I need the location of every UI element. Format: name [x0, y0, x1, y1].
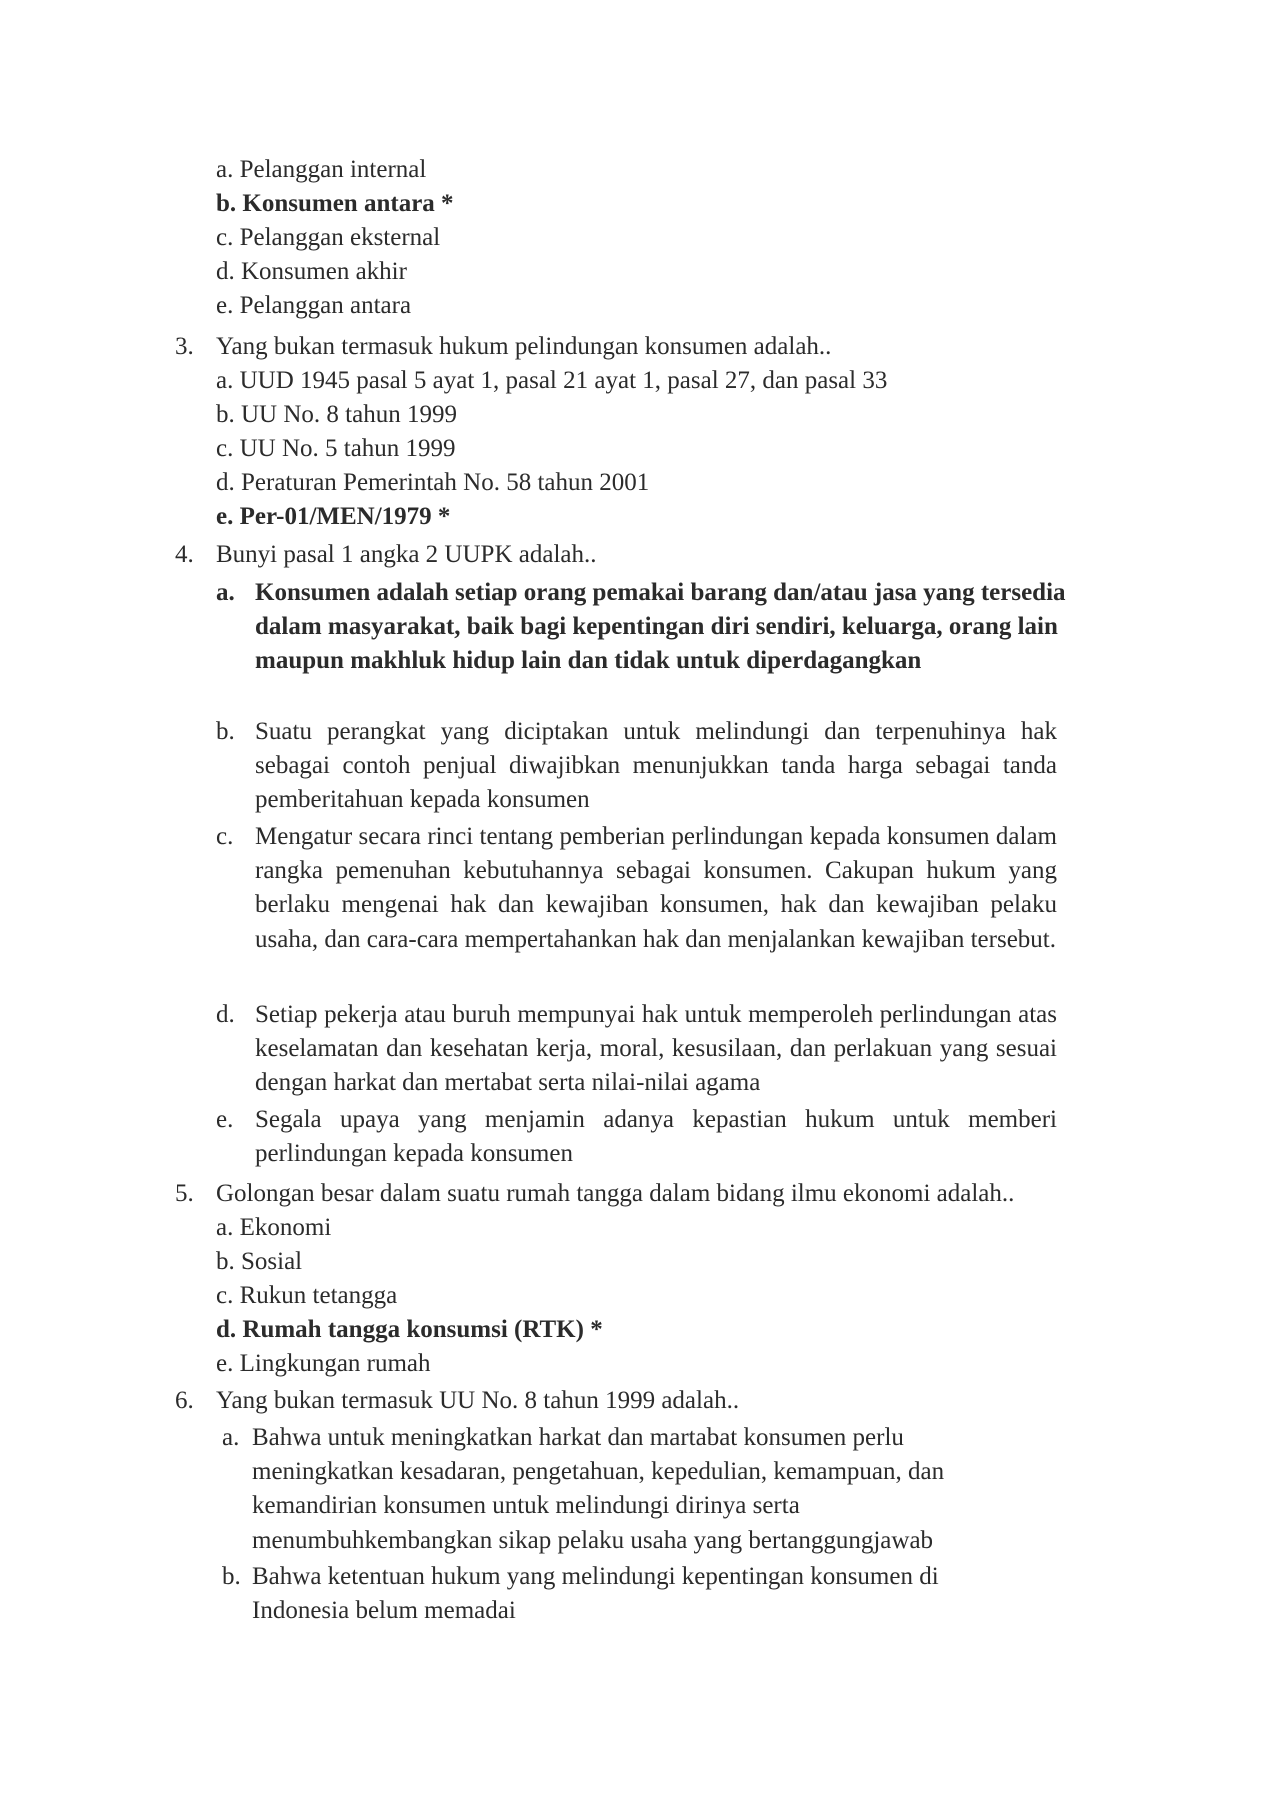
option-2a: a. Pelanggan internal	[216, 156, 427, 183]
option-5e: e. Lingkungan rumah	[216, 1350, 431, 1377]
option-4a-correct: Konsumen adalah setiap orang pemakai barang dan/atau jasa yang tersedia dalam masyarakat, baik bagi kepentingan diri sendiri, keluarga, orang lain maupun makhluk hidup lain dan tidak untuk diperdagangkan	[255, 579, 1066, 675]
option-3e-correct: e. Per-01/MEN/1979 *	[216, 503, 451, 530]
option-2c: c. Pelanggan eksternal	[216, 224, 441, 251]
option-letter: d.	[216, 1001, 235, 1028]
option-letter: b.	[216, 718, 235, 745]
option-letter: a.	[216, 579, 235, 606]
question-number: 4.	[175, 541, 194, 568]
option-letter: a.	[222, 1424, 240, 1451]
option-4d: Setiap pekerja atau buruh mempunyai hak untuk memperoleh perlindungan atas keselamatan dan kesehatan kerja, moral, kesusilaan, dan perlakuan yang sesuai dengan harkat dan mertabat serta nilai-nilai agama	[255, 1001, 1057, 1097]
option-5a: a. Ekonomi	[216, 1214, 332, 1241]
option-3c: c. UU No. 5 tahun 1999	[216, 435, 456, 462]
question-text: Yang bukan termasuk UU No. 8 tahun 1999 adalah..	[216, 1387, 740, 1414]
option-6a: Bahwa untuk meningkatkan harkat dan martabat konsumen perlu meningkatkan kesadaran, pengetahuan, kepedulian, kemampuan, dan kemandirian konsumen untuk melindungi dirinya serta menumbuhkembangkan sikap pelaku usaha yang bertanggungjawab	[252, 1424, 945, 1554]
option-4e: Segala upaya yang menjamin adanya kepastian hukum untuk memberi perlindungan kepada konsumen	[255, 1106, 1057, 1168]
option-6b: Bahwa ketentuan hukum yang melindungi kepentingan konsumen di Indonesia belum memadai	[252, 1563, 939, 1625]
option-letter: e.	[216, 1106, 234, 1133]
option-letter: c.	[216, 823, 234, 850]
option-3a: a. UUD 1945 pasal 5 ayat 1, pasal 21 ayat 1, pasal 27, dan pasal 33	[216, 367, 888, 394]
option-3d: d. Peraturan Pemerintah No. 58 tahun 2001	[216, 469, 650, 496]
option-2b-correct: b. Konsumen antara *	[216, 190, 454, 217]
question-number: 6.	[175, 1387, 194, 1414]
question-text: Golongan besar dalam suatu rumah tangga dalam bidang ilmu ekonomi adalah..	[216, 1180, 1015, 1207]
option-2d: d. Konsumen akhir	[216, 258, 407, 285]
option-letter: b.	[222, 1563, 241, 1590]
question-number: 3.	[175, 333, 194, 360]
question-text: Bunyi pasal 1 angka 2 UUPK adalah..	[216, 541, 597, 568]
option-5d-correct: d. Rumah tangga konsumsi (RTK) *	[216, 1316, 603, 1343]
option-5b: b. Sosial	[216, 1248, 303, 1275]
option-4b: Suatu perangkat yang diciptakan untuk melindungi dan terpenuhinya hak sebagai contoh penjual diwajibkan menunjukkan tanda harga sebagai tanda pemberitahuan kepada konsumen	[255, 718, 1057, 814]
option-4c: Mengatur secara rinci tentang pemberian perlindungan kepada konsumen dalam rangka pemenuhan kebutuhannya sebagai konsumen. Cakupan hukum yang berlaku mengenai hak dan kewajiban konsumen, hak dan kewajiban pelaku usaha, dan cara-cara mempertahankan hak dan menjalankan kewajiban tersebut.	[255, 823, 1057, 953]
option-5c: c. Rukun tetangga	[216, 1282, 398, 1309]
question-number: 5.	[175, 1180, 194, 1207]
option-3b: b. UU No. 8 tahun 1999	[216, 401, 457, 428]
question-text: Yang bukan termasuk hukum pelindungan konsumen adalah..	[216, 333, 832, 360]
option-2e: e. Pelanggan antara	[216, 292, 412, 319]
